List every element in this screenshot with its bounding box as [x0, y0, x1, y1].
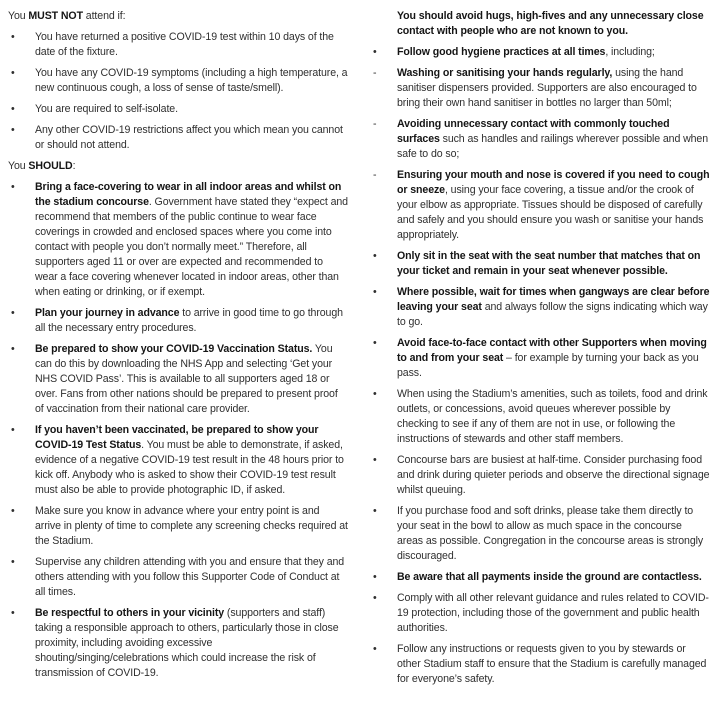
- text-segment: to arrive in good time to go through all the necessary entry procedures.: [35, 307, 343, 334]
- bold-text-segment: You should avoid hugs, high-fives and any unnecessary close contact with people who are not known to you.: [397, 10, 704, 37]
- list-item-text: [35, 555, 348, 600]
- list-item-text: [397, 591, 710, 636]
- text-segment: You: [8, 160, 29, 172]
- marker-spacer: [370, 9, 397, 39]
- text-segment: You have any COVID-19 symptoms (including a high temperature, a new continuous cough, a loss of sense of taste/smell).: [35, 67, 348, 94]
- text-segment: such as handles and railings wherever possible and when safe to do so;: [397, 133, 709, 160]
- bullet-marker: •: [373, 337, 377, 349]
- bold-text-segment: Be aware that all payments inside the ground are contactless.: [397, 571, 702, 583]
- bullet-marker: •: [373, 388, 377, 400]
- text-segment: . Government have stated they “expect and recommend that members of the public continue to wear face coverings in crowded and enclosed spaces where you come into contact with people you don’t normally meet.” Therefore, all supporters aged 11 or over are expected and recommended to wear a face covering whenever located in indoor areas, other than when eating or drinking, or if exempt.: [35, 196, 348, 298]
- list-item: [370, 249, 710, 279]
- text-segment: You have returned a positive COVID-19 test within 10 days of the date of the fixture.: [35, 31, 334, 58]
- list-item: [370, 285, 710, 330]
- bullet-marker: •: [373, 454, 377, 466]
- list-item-text: [35, 606, 348, 681]
- bullet-marker: •: [373, 571, 377, 583]
- bold-text-segment: MUST NOT: [28, 10, 83, 22]
- bullet-marker: •: [11, 67, 15, 79]
- list-item: [8, 123, 348, 153]
- dash-marker: -: [373, 67, 377, 79]
- list-item-text: [35, 342, 348, 417]
- bullet-marker: •: [373, 250, 377, 262]
- text-segment: , using your face covering, a tissue and/or the crook of your elbow as appropriate. Tissues should be disposed of carefully and safely and you should ensure you wash or sanitise your hands appropriately.: [397, 184, 704, 241]
- heading-text: [8, 10, 125, 22]
- text-segment: Comply with all other relevant guidance and rules related to COVID-19 protection, including those of the government and public health authorities.: [397, 592, 709, 634]
- bullet-marker: •: [373, 286, 377, 298]
- bullet-marker: •: [11, 424, 15, 436]
- bullet-marker: •: [11, 343, 15, 355]
- bullet-marker: •: [11, 556, 15, 568]
- bold-text-segment: Plan your journey in advance: [35, 307, 180, 319]
- list-item-text: [397, 642, 710, 687]
- list-item: [370, 642, 710, 687]
- text-segment: attend if:: [82, 10, 126, 22]
- bullet-marker: •: [11, 124, 15, 136]
- text-segment: (supporters and staff) taking a responsible approach to others, particularly those in close proximity, including avoiding excessive shouting/singing/celebrations which could increase the risk of transmission of COVID-19.: [35, 607, 339, 679]
- list-item-text: [397, 249, 710, 279]
- text-segment: , including;: [605, 46, 655, 58]
- text-segment: Supervise any children attending with you and ensure that they and others attending with you follow this Supporter Code of Conduct at all times.: [35, 556, 345, 598]
- list-item: [370, 336, 710, 381]
- list-item-text: [35, 30, 348, 60]
- bullet-marker: •: [11, 181, 15, 193]
- list-item-text: [397, 570, 710, 585]
- list-item-text: [397, 504, 710, 564]
- list-item: [370, 504, 710, 564]
- text-segment: – for example by turning your back as you pass.: [397, 352, 699, 379]
- list-item: [370, 117, 710, 162]
- column-right: [370, 9, 710, 693]
- bullet-marker: •: [11, 103, 15, 115]
- bold-text-segment: Ensuring your mouth and nose is covered if you need to cough or sneeze: [397, 169, 710, 196]
- bold-text-segment: Only sit in the seat with the seat number that matches that on your ticket and remain in your seat whenever possible.: [397, 250, 701, 277]
- text-segment: Follow any instructions or requests given to you by stewards or other Stadium staff to ensure that the Stadium is carefully managed for everyone’s safety.: [397, 643, 707, 685]
- list-item-text: [35, 306, 348, 336]
- list-item: [8, 342, 348, 417]
- list-item-text: [397, 387, 710, 447]
- text-segment: When using the Stadium’s amenities, such as toilets, food and drink outlets, or concessions, avoid queues wherever possible by checking to see if any of them are not in use, or following the instructions of stewards and other staff members.: [397, 388, 708, 445]
- bullet-marker: •: [11, 505, 15, 517]
- bold-text-segment: SHOULD: [28, 160, 73, 172]
- list-item-text: [35, 102, 348, 117]
- section-heading: [8, 9, 348, 24]
- text-segment: . You must be able to demonstrate, if asked, evidence of a negative COVID-19 test result in the 48 hours prior to kick off. Anybody who is asked to show their COVID-19 test result must also be able to provide photographic ID, if asked.: [35, 439, 344, 496]
- bold-text-segment: If you haven’t been vaccinated, be prepared to show your COVID-19 Test Status: [35, 424, 319, 451]
- text-segment: If you purchase food and soft drinks, please take them directly to your seat in the bowl to allow as much space in the concourse areas as possible. Congregation in the concourse areas is strongly discouraged.: [397, 505, 704, 562]
- list-item: [370, 453, 710, 498]
- list-item: [8, 606, 348, 681]
- list-item: [8, 102, 348, 117]
- list-item-text: [397, 45, 710, 60]
- text-segment: Make sure you know in advance where your entry point is and arrive in plenty of time to complete any screening checks required at the Stadium.: [35, 505, 348, 547]
- list-item: [370, 168, 710, 243]
- list-item-text: [397, 453, 710, 498]
- column-left: [8, 9, 348, 693]
- list-item: [370, 9, 710, 39]
- list-item-text: [397, 285, 710, 330]
- dash-marker: -: [373, 118, 377, 130]
- heading-text: [8, 160, 75, 172]
- list-item-text: [35, 504, 348, 549]
- list-item: [370, 66, 710, 111]
- bold-text-segment: Be respectful to others in your vicinity: [35, 607, 225, 619]
- bold-text-segment: Avoid face-to-face contact with other Supporters when moving to and from your seat: [397, 337, 707, 364]
- bullet-marker: •: [11, 31, 15, 43]
- bullet-marker: •: [11, 307, 15, 319]
- list-item-text: [397, 66, 710, 111]
- bold-text-segment: Washing or sanitising your hands regularly,: [397, 67, 613, 79]
- text-segment: using the hand sanitiser dispensers provided. Supporters are also encouraged to bring their own hand sanitiser in bottles no larger than 50ml;: [397, 67, 697, 109]
- list-item-text: [397, 117, 710, 162]
- section-heading: [8, 159, 348, 174]
- bold-text-segment: Bring a face-covering to wear in all indoor areas and whilst on the stadium concourse: [35, 181, 342, 208]
- dash-marker: -: [373, 169, 377, 181]
- bullet-marker: •: [373, 46, 377, 58]
- list-item: [370, 387, 710, 447]
- list-item: [8, 66, 348, 96]
- text-segment: You: [8, 10, 29, 22]
- list-item-text: [35, 423, 348, 498]
- list-item-text: [397, 336, 710, 381]
- list-item-text: [397, 168, 710, 243]
- list-item: [8, 423, 348, 498]
- bold-text-segment: Be prepared to show your COVID-19 Vaccination Status.: [35, 343, 313, 355]
- bullet-marker: •: [373, 505, 377, 517]
- list-item-text: [397, 9, 710, 39]
- text-segment: :: [72, 160, 76, 172]
- bold-text-segment: Avoiding unnecessary contact with commonly touched surfaces: [397, 118, 670, 145]
- list-item-text: [35, 180, 348, 300]
- list-item: [370, 45, 710, 60]
- bullet-marker: •: [11, 607, 15, 619]
- bullet-marker: •: [373, 592, 377, 604]
- text-segment: You can do this by downloading the NHS App and selecting ‘Get your NHS COVID Pass’. This is available to all supporters aged 18 or over. Fans from other nations should be prepared to present proof of vaccination from their national care provider.: [35, 343, 338, 415]
- list-item: [370, 570, 710, 585]
- list-item: [370, 591, 710, 636]
- list-item: [8, 30, 348, 60]
- list-item: [8, 555, 348, 600]
- bold-text-segment: Follow good hygiene practices at all times: [397, 46, 606, 58]
- list-item-text: [35, 123, 348, 153]
- list-item: [8, 306, 348, 336]
- list-item: [8, 180, 348, 300]
- text-segment: and always follow the signs indicating which way to go.: [397, 301, 708, 328]
- text-segment: Any other COVID-19 restrictions affect you which mean you cannot or should not attend.: [35, 124, 343, 151]
- bullet-marker: •: [373, 643, 377, 655]
- list-item-text: [35, 66, 348, 96]
- text-segment: Concourse bars are busiest at half-time. Consider purchasing food and drink during quieter periods and observe the directional signage whilst queuing.: [397, 454, 710, 496]
- text-segment: You are required to self-isolate.: [35, 103, 178, 115]
- bold-text-segment: Where possible, wait for times when gangways are clear before leaving your seat: [397, 286, 710, 313]
- list-item: [8, 504, 348, 549]
